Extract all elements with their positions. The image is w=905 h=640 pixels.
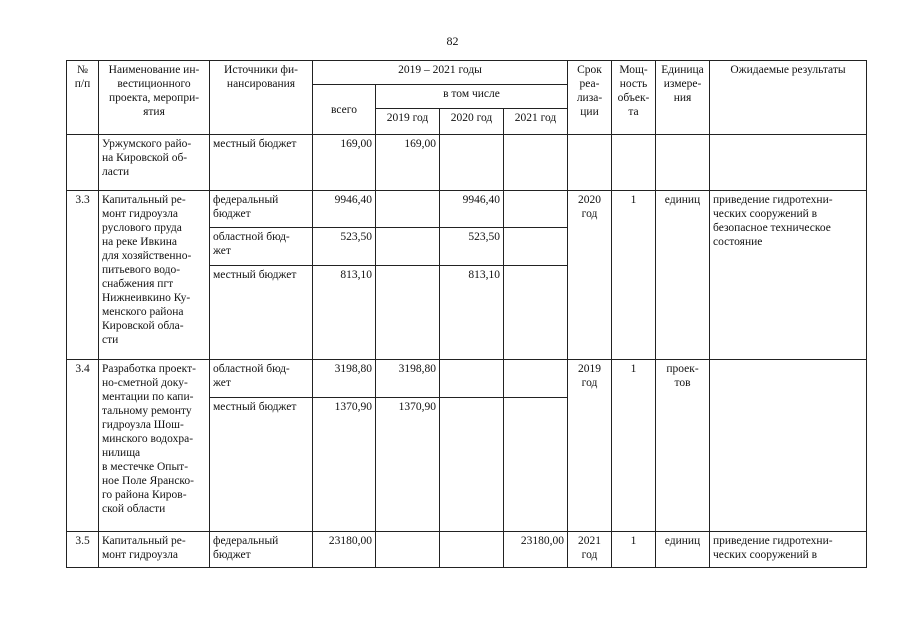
amount-2021	[504, 398, 568, 532]
amount-total: 169,00	[313, 135, 376, 191]
results	[710, 135, 867, 191]
header-capacity: Мощ- ность объек- та	[612, 61, 656, 135]
row-no	[67, 135, 99, 191]
amount-2019	[376, 228, 440, 266]
amount-2019	[376, 532, 440, 568]
term: 2021 год	[568, 532, 612, 568]
header-period: 2019 – 2021 годы	[313, 61, 568, 85]
unit	[656, 135, 710, 191]
header-sources: Источники фи- нансирования	[210, 61, 313, 135]
row-no: 3.4	[67, 360, 99, 532]
amount-2021	[504, 191, 568, 228]
capacity: 1	[612, 532, 656, 568]
capacity	[612, 135, 656, 191]
funding-source: местный бюджет	[210, 266, 313, 360]
amount-2021	[504, 266, 568, 360]
header-2020: 2020 год	[440, 109, 504, 135]
amount-2020	[440, 398, 504, 532]
amount-total: 3198,80	[313, 360, 376, 398]
term: 2020 год	[568, 191, 612, 360]
amount-2019: 169,00	[376, 135, 440, 191]
amount-2021	[504, 360, 568, 398]
amount-total: 523,50	[313, 228, 376, 266]
unit: единиц	[656, 532, 710, 568]
row-no: 3.5	[67, 532, 99, 568]
header-term: Срок реа- лиза- ции	[568, 61, 612, 135]
header-no: № п/п	[67, 61, 99, 135]
capacity: 1	[612, 191, 656, 360]
funding-source: областной бюд- жет	[210, 228, 313, 266]
project-name: Капитальный ре- монт гидроузла	[99, 532, 210, 568]
header-name: Наименование ин- вестиционного проекта, меропри- ятия	[99, 61, 210, 135]
amount-total: 23180,00	[313, 532, 376, 568]
project-name: Капитальный ре- монт гидроузла руслового пруда на реке Ивкина для хозяйственно- питьевого водо- снабжения пгт Нижнеивкино Ку- менского района Кировской обла- сти	[99, 191, 210, 360]
funding-source: федеральный бюджет	[210, 532, 313, 568]
funding-source: местный бюджет	[210, 135, 313, 191]
header-total: всего	[313, 85, 376, 135]
results	[710, 360, 867, 532]
amount-2021	[504, 228, 568, 266]
project-name: Уржумского райо- на Кировской об- ласти	[99, 135, 210, 191]
results: приведение гидротехни- ческих сооружений в безопасное техническое состояние	[710, 191, 867, 360]
amount-total: 9946,40	[313, 191, 376, 228]
results: приведение гидротехни- ческих сооружений в	[710, 532, 867, 568]
funding-source: местный бюджет	[210, 398, 313, 532]
table-row	[67, 360, 867, 398]
unit: единиц	[656, 191, 710, 360]
amount-2019: 1370,90	[376, 398, 440, 532]
header-unit: Единица измере- ния	[656, 61, 710, 135]
header-results: Ожидаемые результаты	[710, 61, 867, 135]
amount-2020	[440, 360, 504, 398]
capacity: 1	[612, 360, 656, 532]
funding-source: областной бюд- жет	[210, 360, 313, 398]
header-including: в том числе	[376, 85, 568, 109]
amount-2021	[504, 135, 568, 191]
header-2021: 2021 год	[504, 109, 568, 135]
amount-2020: 813,10	[440, 266, 504, 360]
amount-2021: 23180,00	[504, 532, 568, 568]
amount-total: 813,10	[313, 266, 376, 360]
amount-total: 1370,90	[313, 398, 376, 532]
amount-2020	[440, 532, 504, 568]
amount-2020: 9946,40	[440, 191, 504, 228]
page-number: 82	[446, 34, 459, 48]
amount-2019	[376, 266, 440, 360]
term: 2019 год	[568, 360, 612, 532]
amount-2019: 3198,80	[376, 360, 440, 398]
funding-source: федеральный бюджет	[210, 191, 313, 228]
investment-table	[66, 60, 867, 568]
term	[568, 135, 612, 191]
table-row	[67, 135, 867, 191]
unit: проек- тов	[656, 360, 710, 532]
table-row	[67, 191, 867, 228]
amount-2020	[440, 135, 504, 191]
header-2019: 2019 год	[376, 109, 440, 135]
table-row	[67, 532, 867, 568]
amount-2019	[376, 191, 440, 228]
amount-2020: 523,50	[440, 228, 504, 266]
row-no: 3.3	[67, 191, 99, 360]
project-name: Разработка проект- но-сметной доку- ментации по капи- тальному ремонту гидроузла Шош- минского водохра- нилища в местечке Опыт- ное Поле Яранско- го района Киров- ской области	[99, 360, 210, 532]
